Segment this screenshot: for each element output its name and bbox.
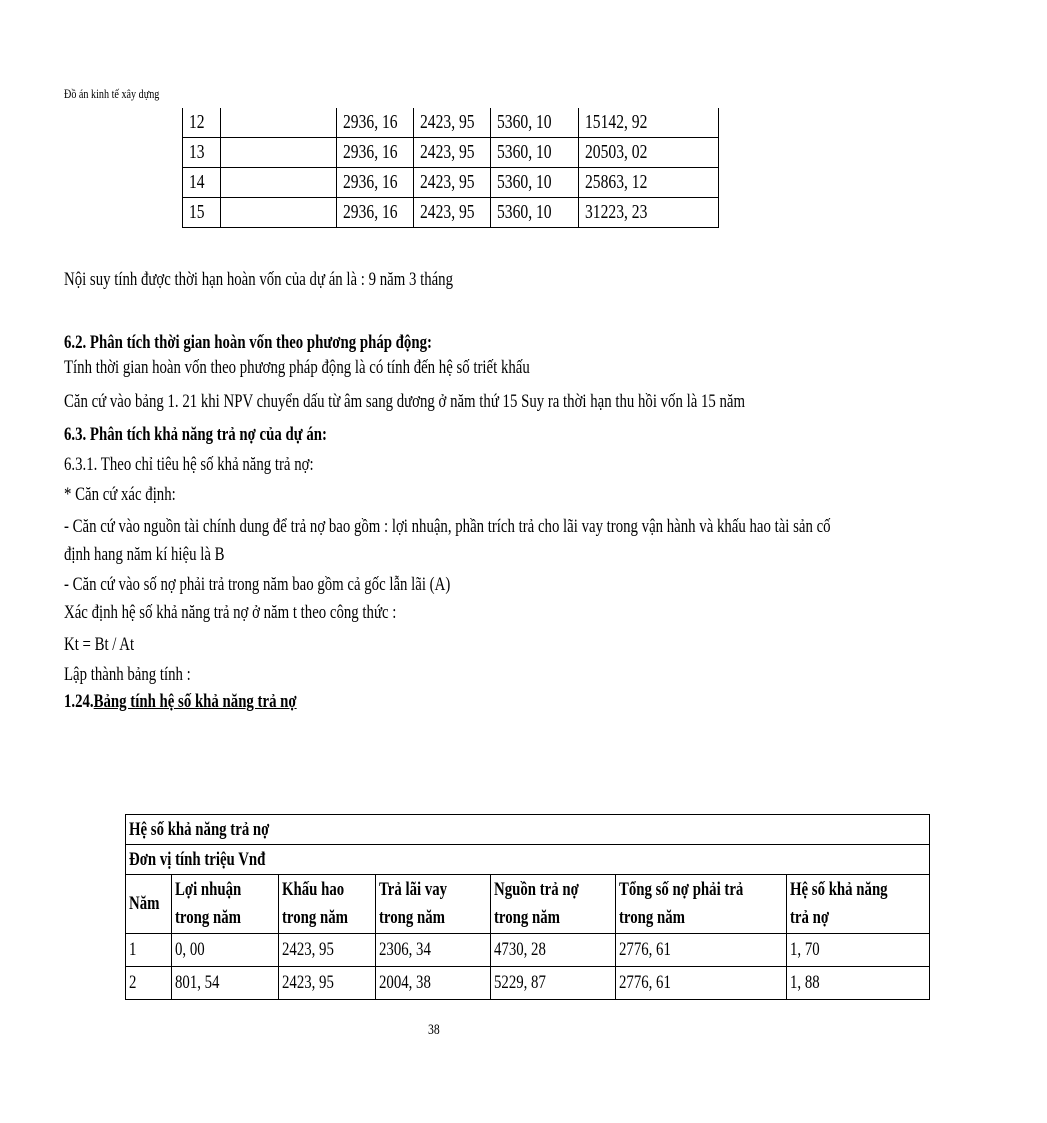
table-row — [183, 108, 719, 138]
column-header-depreciation: Khấu hao trong năm — [282, 879, 349, 928]
page-number — [428, 1022, 443, 1039]
formula: Kt = Bt / At — [64, 634, 135, 655]
basis-line-1: - Căn cứ vào nguồn tài chính dung để trả nợ bao gồm : lợi nhuận, phần trích trả cho lãi vay trong vận hành và khấu hao tài sản cố — [64, 516, 831, 537]
table-cell: 0, 00 — [175, 939, 205, 960]
column-header-interest: Trả lãi vay trong năm — [379, 879, 448, 928]
table-cell: 1, 88 — [790, 972, 820, 993]
table-cell: 2936, 16 — [343, 171, 398, 193]
table-row — [183, 138, 719, 168]
table-caption-number: 1.24. — [64, 691, 94, 712]
table-cell: 5360, 10 — [497, 111, 552, 133]
table-cell: 5360, 10 — [497, 201, 552, 223]
table-cell: 20503, 02 — [585, 141, 648, 163]
table-cell: 2423, 95 — [420, 141, 475, 163]
table-intro: Lập thành bảng tính : — [64, 664, 191, 685]
column-header-total-debt: Tổng số nợ phải trả trong năm — [619, 879, 744, 928]
table-cell: 2306, 34 — [379, 939, 431, 960]
section-6-2-line-1: Tính thời gian hoàn vốn theo phương pháp động là có tính đến hệ số triết khấu — [64, 357, 530, 378]
table-cell: 31223, 23 — [585, 201, 648, 223]
basis-line-2: - Căn cứ vào số nợ phải trả trong năm bao gồm cả gốc lẫn lãi (A) — [64, 574, 451, 595]
table-caption — [64, 690, 297, 714]
table-cell: 2423, 95 — [420, 111, 475, 133]
table-cell: 2004, 38 — [379, 972, 431, 993]
section-6-2-line-2: Căn cứ vào bảng 1. 21 khi NPV chuyển dấu từ âm sang dương ở năm thứ 15 Suy ra thời hạn thu hồi vốn là 15 năm — [64, 391, 746, 412]
table-cell: 2423, 95 — [420, 171, 475, 193]
column-header-coefficient: Hệ số khả năng trả nợ — [790, 879, 888, 928]
table-cell: 25863, 12 — [585, 171, 648, 193]
table-cell: 1, 70 — [790, 939, 820, 960]
payback-table — [182, 108, 719, 228]
table-cell: 2 — [129, 972, 137, 993]
table-cell: 2776, 61 — [619, 939, 671, 960]
interpolation-text: Nội suy tính được thời hạn hoàn vốn của dự án là : 9 năm 3 tháng — [64, 269, 454, 290]
table-row — [183, 168, 719, 198]
table-cell: 12 — [189, 111, 205, 133]
table-cell: 15 — [189, 201, 205, 223]
table-cell: 15142, 92 — [585, 111, 648, 133]
debt-coverage-table — [125, 814, 930, 1000]
table-cell: 13 — [189, 141, 205, 163]
basis-line-1-continued: định hang năm kí hiệu là B — [64, 544, 225, 565]
section-6-3-heading: 6.3. Phân tích khả năng trả nợ của dự án: — [64, 424, 327, 445]
section-6-3-1-heading: 6.3.1. Theo chỉ tiêu hệ số khả năng trả nợ: — [64, 454, 314, 475]
table-cell: 2936, 16 — [343, 111, 398, 133]
table-caption-title: Bảng tính hệ số khả năng trả nợ — [93, 691, 297, 712]
table-cell: 14 — [189, 171, 205, 193]
table-cell: 5360, 10 — [497, 141, 552, 163]
table-row — [183, 198, 719, 228]
column-header-profit: Lợi nhuận trong năm — [175, 879, 242, 928]
document-header — [64, 86, 186, 102]
table-cell: 2936, 16 — [343, 201, 398, 223]
column-header-source: Nguồn trả nợ trong năm — [494, 879, 579, 928]
table-cell: 4730, 28 — [494, 939, 546, 960]
table-cell: 2936, 16 — [343, 141, 398, 163]
table-cell: 2423, 95 — [282, 939, 334, 960]
table-cell: 801, 54 — [175, 972, 220, 993]
table-row — [126, 934, 930, 967]
table-cell: 1 — [129, 939, 137, 960]
formula-intro: Xác định hệ số khả năng trả nợ ở năm t theo công thức : — [64, 602, 397, 623]
table-cell: 2423, 95 — [282, 972, 334, 993]
table-header-row — [126, 875, 930, 934]
section-6-2-heading: 6.2. Phân tích thời gian hoàn vốn theo phương pháp động: — [64, 332, 432, 353]
table-cell: 2776, 61 — [619, 972, 671, 993]
table-title: Hệ số khả năng trả nợ — [129, 818, 270, 840]
table-row — [126, 967, 930, 1000]
document-header-text: Đồ án kinh tế xây dựng — [64, 86, 160, 101]
table-cell: 5229, 87 — [494, 972, 546, 993]
page-number-text: 38 — [428, 1022, 440, 1038]
column-header-year: Năm — [129, 893, 160, 914]
table-unit: Đơn vị tính triệu Vnđ — [129, 848, 266, 870]
table-cell: 2423, 95 — [420, 201, 475, 223]
basis-heading: * Căn cứ xác định: — [64, 484, 176, 505]
table-cell: 5360, 10 — [497, 171, 552, 193]
